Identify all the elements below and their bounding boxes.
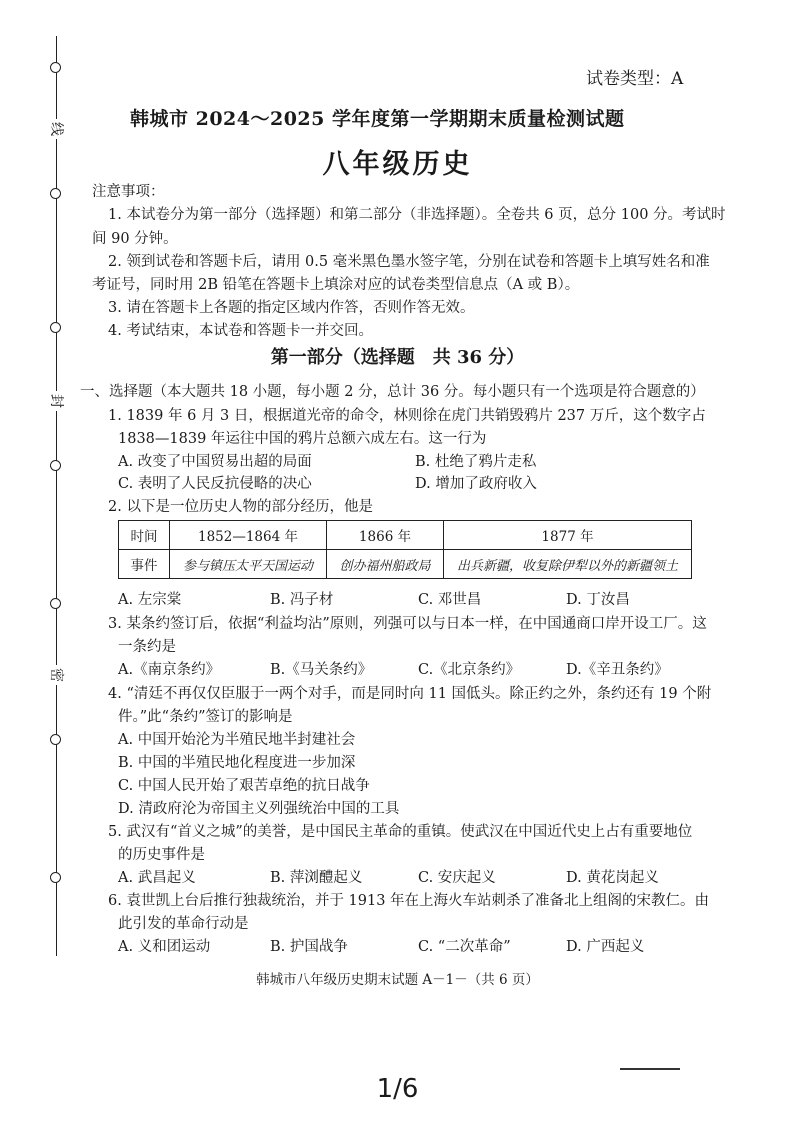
q4-stem: 4. “清廷不再仅仅臣服于一两个对手，而是同时向 11 国低头。除正约之外，条约还有 19 个附 <box>108 686 712 702</box>
table-cell: 1866 年 <box>327 521 444 550</box>
notes-line: 间 90 分钟。 <box>92 231 178 247</box>
q6-stem: 6. 袁世凯上台后推行独裁统治，并于 1913 年在上海火车站刺杀了准备北上组阁的宋教仁。由 <box>108 893 710 909</box>
table-cell: 事件 <box>119 550 170 579</box>
q2-option-b: B. 冯子材 <box>270 592 334 608</box>
q5-option-a: A. 武昌起义 <box>118 870 196 886</box>
q6-option-d: D. 广西起义 <box>566 939 645 955</box>
q4-option-b: B. 中国的半殖民地化程度进一步加深 <box>118 755 356 771</box>
table-cell: 参与镇压太平天国运动 <box>170 550 327 579</box>
table-cell: 时间 <box>119 521 170 550</box>
q2-history-table <box>118 520 692 579</box>
part1-title: 第一部分（选择题 共 36 分） <box>270 347 525 368</box>
q3-option-d: D.《辛丑条约》 <box>566 662 669 678</box>
q4-option-c: C. 中国人民开始了艰苦卓绝的抗日战争 <box>118 778 370 794</box>
binding-circle <box>50 322 61 333</box>
q6-stem: 此引发的革命行动是 <box>118 916 249 932</box>
notes-heading: 注意事项： <box>92 184 165 200</box>
q4-option-d: D. 清政府沦为帝国主义列强统治中国的工具 <box>118 801 400 817</box>
binding-char-mi: 密 <box>47 665 65 685</box>
q1-option-c: C. 表明了人民反抗侵略的决心 <box>118 476 312 492</box>
table-cell: 1852—1864 年 <box>170 521 327 550</box>
q5-stem: 的历史事件是 <box>118 847 205 863</box>
q3-stem: 一条约是 <box>118 639 176 655</box>
notes-line: 4. 考试结束，本试卷和答题卡一并交回。 <box>108 323 373 339</box>
table-row <box>119 521 692 550</box>
exam-title: 韩城市 2024～2025 学年度第一学期期末质量检测试题 <box>130 108 625 130</box>
binding-circle <box>50 460 61 471</box>
q4-stem: 件。”此“条约”签订的影响是 <box>118 709 293 725</box>
notes-line: 1. 本试卷分为第一部分（选择题）和第二部分（非选择题）。全卷共 6 页，总分 100 分。考试时 <box>108 207 726 223</box>
table-row <box>119 550 692 579</box>
binding-char-feng: 封 <box>47 391 65 411</box>
q6-option-a: A. 义和团运动 <box>118 939 211 955</box>
subject-title: 八年级历史 <box>322 149 473 180</box>
binding-circle <box>50 62 61 73</box>
binding-circle <box>50 188 61 199</box>
notes-line: 2. 领到试卷和答题卡后，请用 0.5 毫米黑色墨水签字笔，分别在试卷和答题卡上填写姓名和准 <box>108 254 710 270</box>
q5-option-b: B. 萍浏醴起义 <box>270 870 363 886</box>
table-cell: 出兵新疆，收复除伊犁以外的新疆领土 <box>444 550 692 579</box>
q5-option-c: C. 安庆起义 <box>418 870 496 886</box>
q2-stem: 2. 以下是一位历史人物的部分经历，他是 <box>108 499 373 515</box>
binding-circle <box>50 598 61 609</box>
table-cell: 创办福州船政局 <box>327 550 444 579</box>
page-indicator: 1/6 <box>376 1074 419 1104</box>
q2-option-a: A. 左宗棠 <box>118 592 182 608</box>
q5-option-d: D. 黄花岗起义 <box>566 870 659 886</box>
q2-option-c: C. 邓世昌 <box>418 592 482 608</box>
binding-circle <box>50 872 61 883</box>
q1-option-d: D. 增加了政府收入 <box>415 476 537 492</box>
paper-type-label: 试卷类型：A <box>586 69 684 89</box>
binding-char-xian: 线 <box>47 119 65 139</box>
q1-option-b: B. 杜绝了鸦片走私 <box>415 454 537 470</box>
q3-stem: 3. 某条约签订后，依据“利益均沾”原则，列强可以与日本一样，在中国通商口岸开设工厂。这 <box>108 616 707 632</box>
part1-instruction: 一、选择题（本大题共 18 小题，每小题 2 分，总计 36 分。每小题只有一个选项是符合题意的） <box>80 384 705 400</box>
q3-option-c: C.《北京条约》 <box>418 662 521 678</box>
scan-mark <box>620 1068 680 1070</box>
q3-option-b: B.《马关条约》 <box>270 662 373 678</box>
notes-line: 考证号，同时用 2B 铅笔在答题卡上填涂对应的试卷类型信息点（A 或 B）。 <box>92 277 580 293</box>
notes-line: 3. 请在答题卡上各题的指定区域内作答，否则作答无效。 <box>108 300 475 316</box>
table-cell: 1877 年 <box>444 521 692 550</box>
q1-option-a: A. 改变了中国贸易出超的局面 <box>118 454 312 470</box>
page-footer: 韩城市八年级历史期末试题 A－1－（共 6 页） <box>256 972 539 988</box>
q5-stem: 5. 武汉有“首义之城”的美誉，是中国民主革命的重镇。使武汉在中国近代史上占有重要地位 <box>108 824 693 840</box>
q2-option-d: D. 丁汝昌 <box>566 592 630 608</box>
binding-circle <box>50 734 61 745</box>
q4-option-a: A. 中国开始沦为半殖民地半封建社会 <box>118 732 356 748</box>
q1-stem: 1838—1839 年运往中国的鸦片总额六成左右。这一行为 <box>118 431 487 447</box>
q3-option-a: A.《南京条约》 <box>118 662 221 678</box>
q6-option-b: B. 护国战争 <box>270 939 348 955</box>
q6-option-c: C. “二次革命” <box>418 939 511 955</box>
q1-stem: 1. 1839 年 6 月 3 日，根据道光帝的命令，林则徐在虎门共销毁鸦片 237 万斤，这个数字占 <box>108 408 706 424</box>
